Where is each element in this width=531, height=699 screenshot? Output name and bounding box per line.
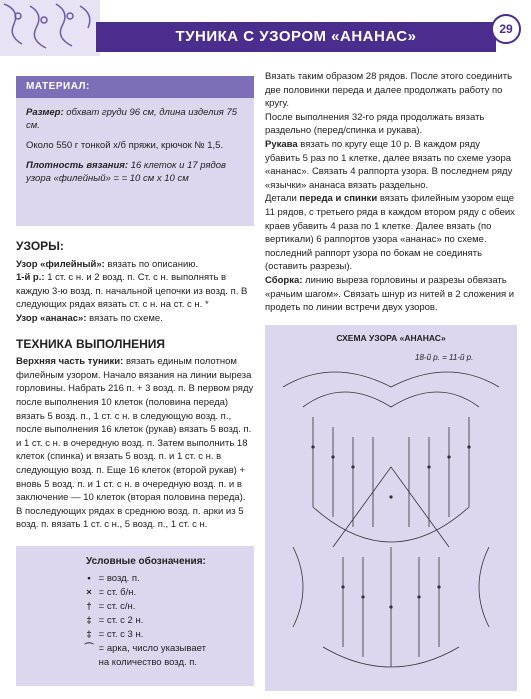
sleeves-para xyxy=(265,138,517,192)
sleeves-label: Рукава xyxy=(265,138,298,150)
legend-list xyxy=(82,572,206,670)
material-heading: МАТЕРИАЛ: xyxy=(26,81,90,92)
material-box xyxy=(16,76,254,226)
ananas-text: вязать по схеме. xyxy=(89,312,163,324)
page-number: 29 xyxy=(491,14,521,44)
row1-label: 1-й р.: xyxy=(16,272,45,284)
page-header xyxy=(0,0,531,56)
patterns-heading: УЗОРЫ: xyxy=(16,239,64,253)
left-column xyxy=(16,240,254,532)
assembly-text: линию выреза горловины и разрезы обвязать «рачьим шагом». Связать шнур из нитей в 2 сложения и продеть по линии встречи двух узоров. xyxy=(265,274,515,314)
row1-text: 1 ст. с н. и 2 возд. п. Ст. с н. выполнять в каждую 3-ю возд. п. начальной цепочки из возд. п. В следующих рядах вязать ст. с н. на ст. с н. * xyxy=(16,272,248,311)
legend-item: на количество возд. п. xyxy=(98,657,198,668)
parts-para xyxy=(265,192,517,274)
density-line xyxy=(26,159,248,185)
scheme-title: СХЕМА УЗОРА «АНАНАС» xyxy=(336,333,446,343)
material-heading-bar xyxy=(16,76,254,98)
legend-box xyxy=(16,546,254,686)
assembly-para xyxy=(265,274,517,315)
yarn-line: Около 550 г тонкой х/б пряжи, крючок № 1,5. xyxy=(26,140,224,151)
page-title: ТУНИКА С УЗОРОМ «АНАНАС» xyxy=(175,28,417,45)
arch-icon: ⌒ xyxy=(84,643,94,654)
filet-label: Узор «филейный»: xyxy=(16,258,105,270)
filet-pattern xyxy=(16,258,254,272)
parts-pre: Детали xyxy=(265,193,297,205)
size-line xyxy=(26,106,248,132)
lace-ornament-icon xyxy=(0,0,100,56)
technique-heading: ТЕХНИКА ВЫПОЛНЕНИЯ xyxy=(16,336,166,351)
filet-text: вязать по описанию. xyxy=(107,258,199,270)
sleeves-text: вязать по кругу еще 10 р. В каждом ряду убавить 5 раз по 1 клетке, далее вязать по схеме узора «ананас». Связать 4 раппорта узора. В последнем ряду «язычки» ананаса вязать раздельно. xyxy=(265,138,513,191)
density-label: Плотность вязания: xyxy=(26,160,129,171)
size-label: Размер: xyxy=(26,107,64,118)
parts-text: вязать филейным узором еще 11 рядов, с третьего ряда в каждом втором ряду с обеих краев убавить 4 раза по 1 клетке. Далее вязать (по вертикали) 6 раппортов узора «ананас» по схеме. последний раппорт узора по бокам не соединять (оставить разрезы). xyxy=(265,193,515,273)
right-column xyxy=(265,70,517,315)
pineapple-chart-diagram xyxy=(273,347,509,685)
right-para1: Вязать таким образом 28 рядов. После этого соединить две половинки переда и далее продолжать работу по кругу. xyxy=(265,71,513,110)
legend-item: † = ст. с/н. xyxy=(82,600,206,614)
chain-stitch-icon: • xyxy=(87,573,91,584)
legend-item: ‡ = ст. с 2 н. xyxy=(82,614,206,628)
top-label: Верхняя часть туники: xyxy=(16,356,124,368)
ananas-label: Узор «ананас»: xyxy=(16,312,87,324)
top-text: вязать единым полотном филейным узором. Начало вязания на линии выреза горловины. Набрать 216 п. + 3 возд. п. В первом ряду после выполнения 10 клеток (половина переда) вязать 5 возд. п., 1 ст. с н. в следующую возд. п., после выполнения 16 клеток (рукав) вязать 5 возд. п. и 1 ст. с н. в очередную возд. п. Затем выполнить 18 клеток (спинка) и вязать 5 возд. п. и 1 ст. с н. в следующую возд. п. Еще 16 клеток (второй рукав) + вновь 5 возд. п. и 1 ст. с н. в очередную возд. п. и в заключение — 10 клеток (вторая половина переда). xyxy=(16,356,254,504)
legend-item: ‡ = ст. с 3 н. xyxy=(82,628,206,642)
ananas-pattern xyxy=(16,312,254,326)
treble-crochet-icon: ‡ xyxy=(86,615,92,626)
legend-item: × = ст. б/н. xyxy=(82,586,206,600)
double-treble-icon: ‡ xyxy=(86,629,92,640)
right-para2: После выполнения 32-го ряда продолжать вязать раздельно (перед/спинка и рукава). xyxy=(265,111,485,137)
top-part xyxy=(16,355,254,505)
single-crochet-icon: × xyxy=(86,587,92,598)
legend-item: ⌒ = арка, число указывает xyxy=(82,642,206,656)
size-text: обхват груди 96 см, длина изделия 75 см. xyxy=(26,107,238,131)
density-text: 16 клеток и 17 рядов узора «филейный» = = 10 см х 10 см xyxy=(26,160,227,184)
scheme-box xyxy=(265,325,517,691)
legend-item: • = возд. п. xyxy=(82,572,206,586)
legend-title: Условные обозначения: xyxy=(86,556,206,567)
assembly-label: Сборка: xyxy=(265,274,303,286)
technique-para2: В последующих рядах в среднюю возд. п. арки из 5 возд. п. вязать 1 ст. с н., 5 возд. п., 1 ст. с н. xyxy=(16,505,244,531)
parts-label: переда и спинки xyxy=(299,193,378,205)
double-crochet-icon: † xyxy=(86,601,92,612)
scheme-rows-label: 18-й р. = 11-й р. xyxy=(415,353,474,362)
row1-line xyxy=(16,271,254,312)
